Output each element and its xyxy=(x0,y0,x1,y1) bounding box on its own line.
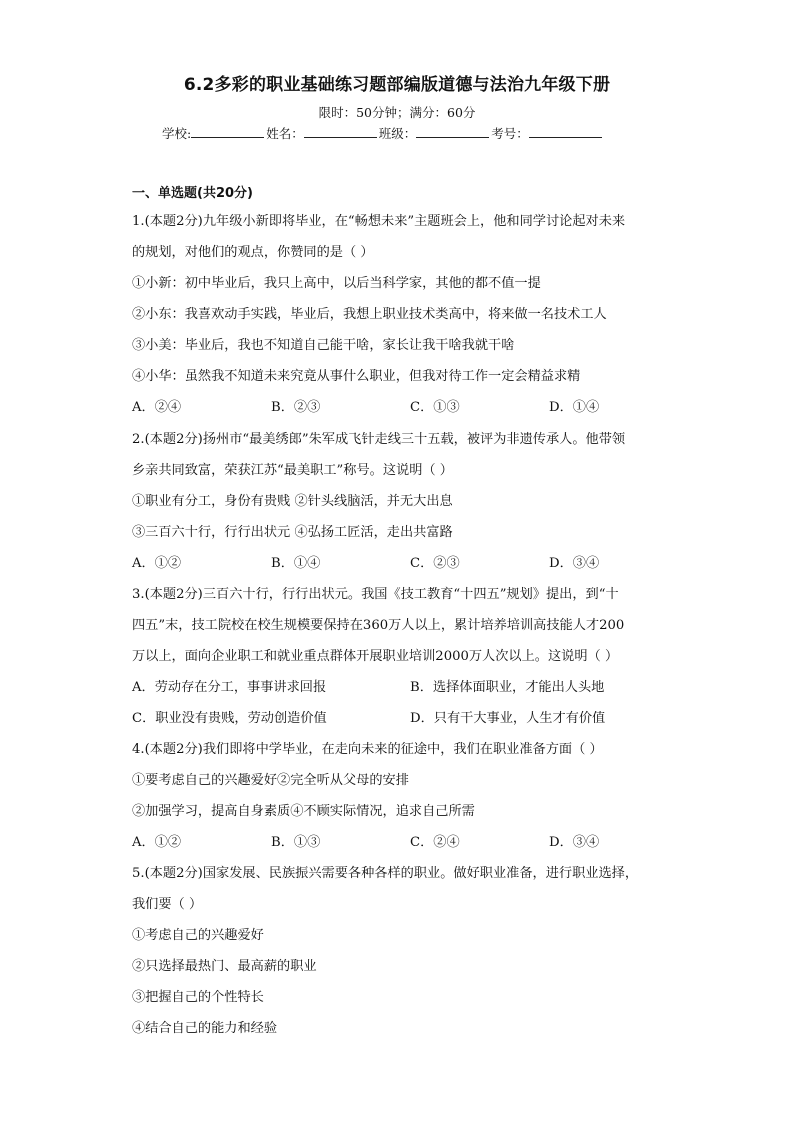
question-3-stem-line-2: 四五”末，技工院校在校生规模要保持在360万人以上，累计培养培训高技能人才200 xyxy=(132,618,625,633)
question-1-option-d[interactable]: D．①④ xyxy=(549,400,600,415)
school-label: 学校: xyxy=(162,126,192,141)
question-2-option-b[interactable]: B．①④ xyxy=(271,556,321,571)
question-5-stem-line-1: 5.(本题2分)国家发展、民族振兴需要各种各样的职业。做好职业准备，进行职业选择， xyxy=(132,866,639,881)
question-2-option-a[interactable]: A．①② xyxy=(132,556,182,571)
question-1-option-b[interactable]: B．②③ xyxy=(271,400,321,415)
question-1-item-1: ①小新：初中毕业后，我只上高中，以后当科学家，其他的都不值一提 xyxy=(132,276,541,291)
question-4-option-b[interactable]: B．①③ xyxy=(271,835,321,850)
question-1-item-3: ③小美：毕业后，我也不知道自己能干啥，家长让我干啥我就干啥 xyxy=(132,338,515,353)
student-info-fields xyxy=(162,124,604,142)
question-2-stem-line-1: 2.(本题2分)扬州市“最美绣郎”朱军成飞针走线三十五载，被评为非遗传承人。他带领 xyxy=(132,432,626,447)
exam-no-blank[interactable] xyxy=(529,125,602,138)
question-2-option-d[interactable]: D．③④ xyxy=(549,556,600,571)
name-label: 姓名： xyxy=(266,126,304,141)
exam-meta: 限时：50分钟；满分：60分 xyxy=(318,105,476,120)
question-4-stem-line-1: 4.(本题2分)我们即将中学毕业，在走向未来的征途中，我们在职业准备方面（ ） xyxy=(132,742,603,757)
question-1-item-2: ②小东：我喜欢动手实践，毕业后，我想上职业技术类高中，将来做一名技术工人 xyxy=(132,307,607,322)
question-3-stem-line-3: 万以上，面向企业职工和就业重点群体开展职业培训2000万人次以上。这说明（ ） xyxy=(132,649,619,664)
name-blank[interactable] xyxy=(304,125,377,138)
question-2-stem-line-2: 乡亲共同致富，荣获江苏“最美职工”称号。这说明（ ） xyxy=(132,463,453,478)
section-heading: 一、单选题(共20分) xyxy=(132,186,253,201)
question-3-stem-line-1: 3.(本题2分)三百六十行，行行出状元。我国《技工教育“十四五”规划》提出，到“十 xyxy=(132,587,619,602)
question-4-option-a[interactable]: A．①② xyxy=(132,835,182,850)
question-4-item-2: ②加强学习，提高自身素质④不顾实际情况，追求自己所需 xyxy=(132,804,475,819)
question-1-item-4: ④小华：虽然我不知道未来究竟从事什么职业，但我对待工作一定会精益求精 xyxy=(132,369,581,384)
class-label: 班级： xyxy=(378,126,417,141)
question-2-item-1: ①职业有分工，身份有贵贱 ②针头线脑活，并无大出息 xyxy=(132,494,453,509)
question-4-option-c[interactable]: C．②④ xyxy=(410,835,460,850)
page-title: 6.2多彩的职业基础练习题部编版道德与法治九年级下册 xyxy=(183,75,611,95)
question-1-stem-line-2: 的规划，对他们的观点，你赞同的是（ ） xyxy=(132,245,374,260)
question-5-item-4: ④结合自己的能力和经验 xyxy=(132,1021,278,1036)
question-3-option-a[interactable]: A．劳动存在分工，事事讲求回报 xyxy=(132,680,327,695)
question-1-option-a[interactable]: A．②④ xyxy=(132,400,182,415)
question-2-item-2: ③三百六十行，行行出状元 ④弘扬工匠活，走出共富路 xyxy=(132,525,453,540)
exam-no-label: 考号： xyxy=(491,126,529,141)
question-5-item-3: ③把握自己的个性特长 xyxy=(132,990,264,1005)
question-4-item-1: ①要考虑自己的兴趣爱好②完全听从父母的安排 xyxy=(132,773,409,788)
question-5-item-2: ②只选择最热门、最高薪的职业 xyxy=(132,959,317,974)
school-blank[interactable] xyxy=(191,125,264,138)
question-1-option-c[interactable]: C．①③ xyxy=(410,400,460,415)
class-blank[interactable] xyxy=(416,125,489,138)
question-2-option-c[interactable]: C．②③ xyxy=(410,556,460,571)
question-4-option-d[interactable]: D．③④ xyxy=(549,835,600,850)
question-3-option-d[interactable]: D．只有干大事业，人生才有价值 xyxy=(410,711,606,726)
question-5-item-1: ①考虑自己的兴趣爱好 xyxy=(132,928,264,943)
question-3-option-c[interactable]: C．职业没有贵贱，劳动创造价值 xyxy=(132,711,327,726)
question-1-stem-line-1: 1.(本题2分)九年级小新即将毕业，在“畅想未来”主题班会上，他和同学讨论起对未来 xyxy=(132,214,626,229)
question-3-option-b[interactable]: B．选择体面职业，才能出人头地 xyxy=(410,680,605,695)
question-5-stem-line-2: 我们要（ ） xyxy=(132,897,203,912)
